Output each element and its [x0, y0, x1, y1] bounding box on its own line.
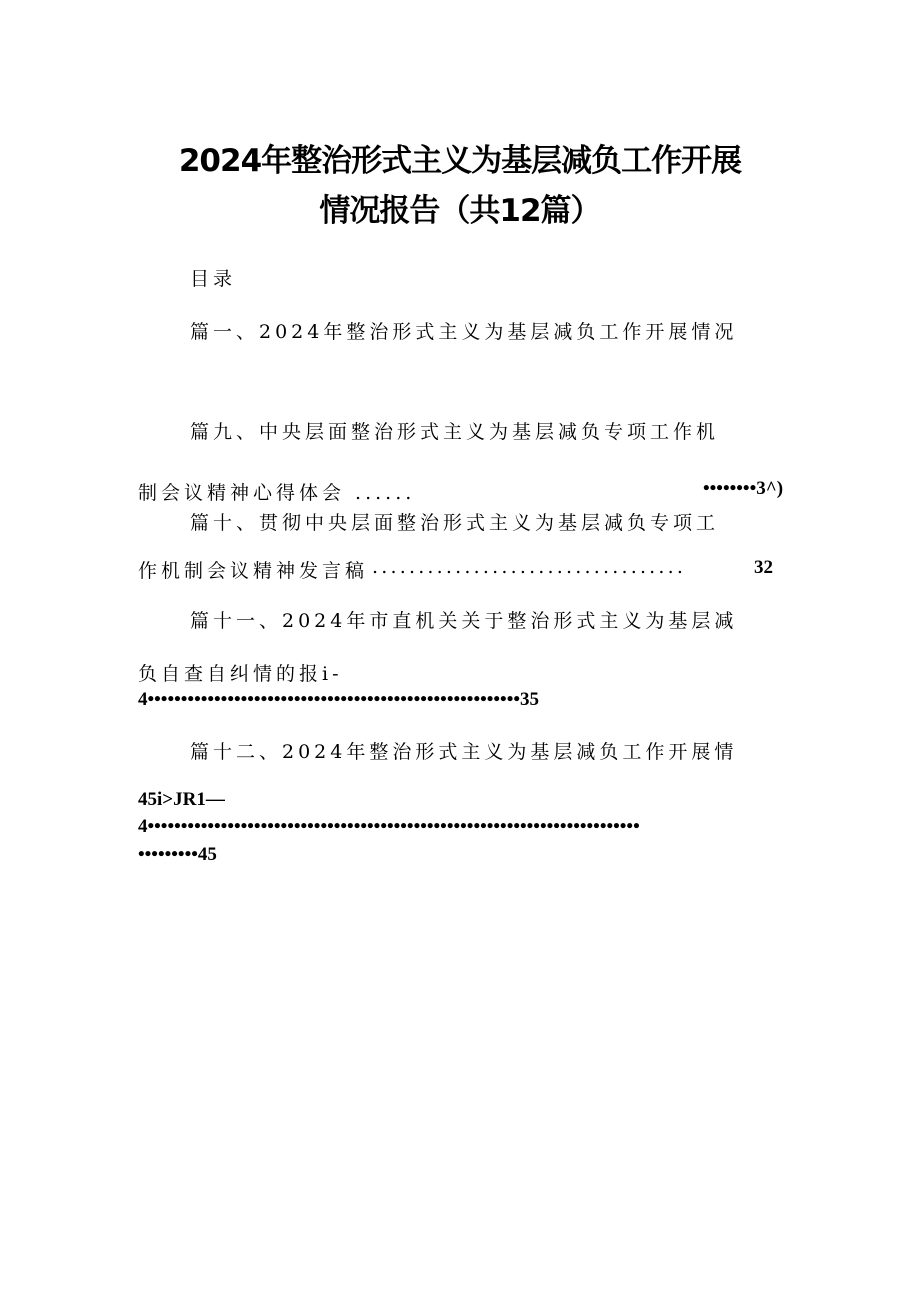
- toc-entry-1: 篇一、2024年整治形式主义为基层减负工作开展情况: [190, 321, 738, 343]
- toc-entry-12-line-2: 45i>JR1—: [138, 789, 225, 810]
- toc-entry-10-leader: ..................................: [372, 556, 687, 578]
- toc-entry-9-page: ••••••••3^): [703, 478, 784, 499]
- toc-entry-12-line-4: •••••••••45: [138, 844, 217, 865]
- toc-entry-10-line-1: 篇十、贯彻中央层面整治形式主义为基层减负专项工: [190, 512, 720, 534]
- document-title-line-2: 情况报告（共12篇）: [319, 193, 601, 229]
- toc-entry-11-line-1: 篇十一、2024年市直机关关于整治形式主义为基层减: [190, 610, 738, 632]
- toc-entry-11-line-3: 4••••••••••••••••••••••••••••••••••••••••••••••••••••••••35: [138, 689, 540, 710]
- document-title-line-1: 2024年整治形式主义为基层减负工作开展: [178, 143, 742, 179]
- toc-entry-12-line-3: 4••••••••••••••••••••••••••••••••••••••••••••••••••••••••••••••••••••••••••: [138, 816, 640, 837]
- toc-entry-12-line-1: 篇十二、2024年整治形式主义为基层减负工作开展情: [190, 741, 738, 763]
- toc-entry-11-line-2: 负自查自纠情的报i-: [138, 663, 343, 685]
- toc-entry-9-line-1: 篇九、中央层面整治形式主义为基层减负专项工作机: [190, 421, 720, 443]
- toc-entry-10-line-2: 作机制会议精神发言稿: [138, 560, 369, 582]
- toc-heading: 目录: [190, 268, 237, 290]
- toc-entry-10-page: 32: [754, 557, 773, 578]
- toc-entry-9-line-2: 制会议精神心得体会 ......: [138, 482, 416, 504]
